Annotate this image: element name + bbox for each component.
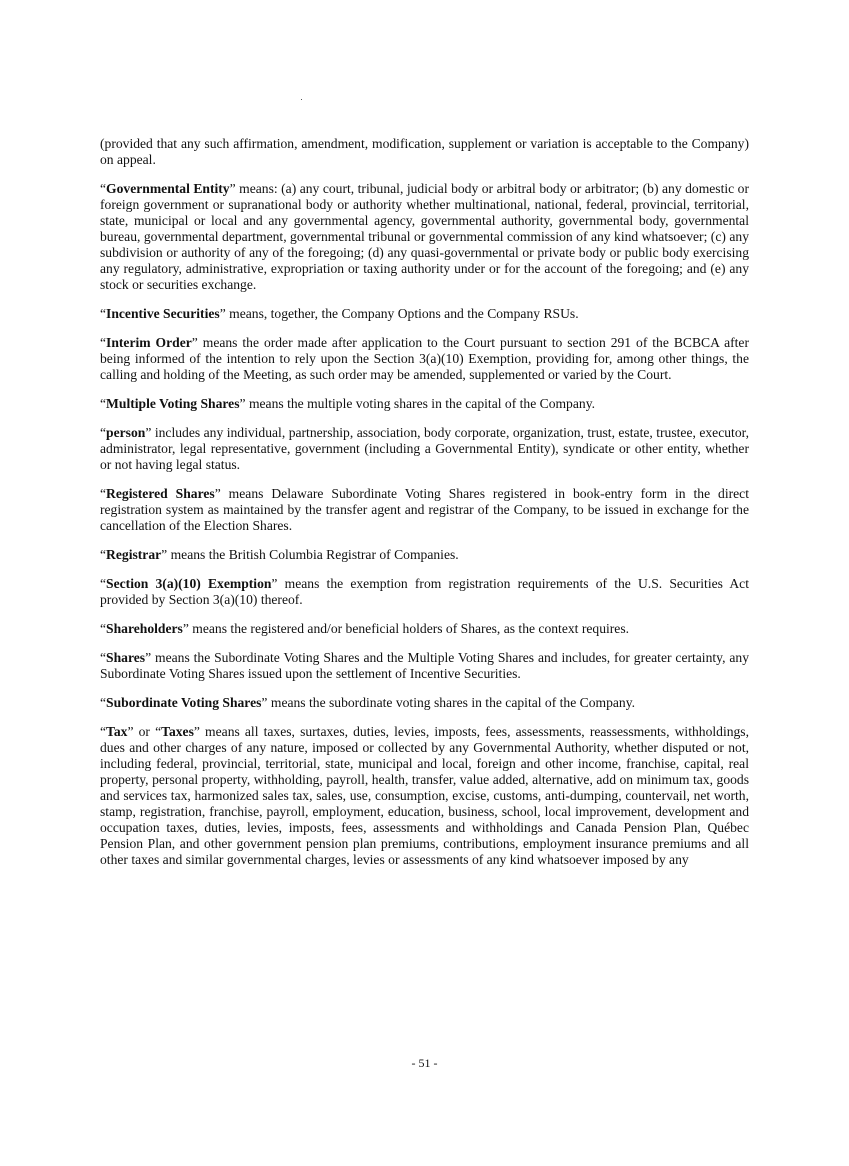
definition-registrar: “Registrar” means the British Columbia Registrar of Companies. <box>100 547 459 562</box>
definition-incentive-securities: “Incentive Securities” means, together, the Company Options and the Company RSUs. <box>100 306 579 321</box>
definition-text: includes any individual, partnership, association, body corporate, organization, trust, estate, trustee, executor, administrator, legal representative, government (including a Governmental Entity), syndicate or other entity, whether or not having legal status. <box>100 425 749 472</box>
defined-term: Registered Shares <box>106 486 215 501</box>
defined-term: Multiple Voting Shares <box>106 396 240 411</box>
definition-shares: “Shares” means the Subordinate Voting Shares and the Multiple Voting Shares and includes, for greater certainty, any Subordinate Voting Shares issued upon the settlement of Incentive Securities. <box>100 650 749 681</box>
defined-term: Tax <box>106 724 128 739</box>
paragraph-text: (provided that any such affirmation, amendment, modification, supplement or variation is acceptable to the Company) on appeal. <box>100 136 749 167</box>
document-body <box>100 136 749 881</box>
defined-term: Registrar <box>106 547 162 562</box>
defined-term: person <box>106 425 146 440</box>
paragraph-continuation <box>100 136 749 168</box>
definition-tax: “Tax” or “Taxes” means all taxes, surtaxes, duties, levies, imposts, fees, assessments, reassessments, withholdings, dues and other charges of any nature, imposed or collected by any Governmental Authority, whether disputed or not, including federal, provincial, territorial, state, municipal and local, foreign and other income, franchise, capital, real property, personal property, withholding, payroll, health, transfer, value added, alternative, add on minimum tax, goods and services tax, harmonized sales tax, sales, use, consumption, excise, customs, anti-dumping, countervail, net worth, stamp, registration, franchise, payroll, employment, education, business, school, local improvement, development and occupation taxes, duties, levies, imposts, fees, assessments and withholdings and Canada Pension Plan, Québec Pension Plan, and other government pension plan premiums, contributions, employment insurance premiums and all other taxes and similar governmental charges, levies or assessments of any kind whatsoever imposed by any <box>100 724 749 867</box>
definition-text: means the Subordinate Voting Shares and the Multiple Voting Shares and includes, for greater certainty, any Subordinate Voting Shares issued upon the settlement of Incentive Securities. <box>100 650 749 681</box>
definition-text: means the registered and/or beneficial holders of Shares, as the context requires. <box>188 621 630 636</box>
definition-text: means all taxes, surtaxes, duties, levies, imposts, fees, assessments, reassessments, withholdings, dues and other charges of any nature, imposed or collected by any Governmental Authority, whether disputed or not, including federal, provincial, territorial, state, municipal and local, foreign and other income, franchise, capital, real property, personal property, withholding, payroll, health, transfer, value added, alternative, add on minimum tax, goods and services tax, harmonized sales tax, sales, use, consumption, excise, customs, anti-dumping, countervail, net worth, stamp, registration, franchise, payroll, employment, education, business, school, local improvement, development and occupation taxes, duties, levies, imposts, fees, assessments and withholdings and Canada Pension Plan, Québec Pension Plan, and other government pension plan premiums, contributions, employment insurance premiums and all other taxes and similar governmental charges, levies or assessments of any kind whatsoever imposed by any <box>100 724 749 867</box>
definition-text: means the exemption from registration requirements of the U.S. Securities Act provided by Section 3(a)(10) thereof. <box>100 576 749 607</box>
stray-mark <box>301 99 302 100</box>
definition-interim-order: “Interim Order” means the order made after application to the Court pursuant to section 291 of the BCBCA after being informed of the intention to rely upon the Section 3(a)(10) Exemption, providing for, among other things, the calling and holding of the Meeting, as such order may be amended, supplemented or varied by the Court. <box>100 335 749 382</box>
definition-registered-shares: “Registered Shares” means Delaware Subordinate Voting Shares registered in book-entry form in the direct registration system as maintained by the transfer agent and registrar of the Company, to be issued in exchange for the cancellation of the Election Shares. <box>100 486 749 533</box>
definition-shareholders: “Shareholders” means the registered and/or beneficial holders of Shares, as the context requires. <box>100 621 630 636</box>
defined-term: Governmental Entity <box>106 181 230 196</box>
definition-text: means, together, the Company Options and the Company RSUs. <box>225 306 579 321</box>
definition-text: means the British Columbia Registrar of Companies. <box>167 547 459 562</box>
page-number: - 51 - <box>411 1056 438 1070</box>
definition-governmental-entity: “Governmental Entity” means: (a) any court, tribunal, judicial body or arbitral body or arbitrator; (b) any domestic or foreign government or supranational body or authority whether multinational, national, federal, provincial, territorial, state, municipal or local and any governmental agency, governmental authority, governmental body, governmental bureau, governmental department, governmental tribunal or governmental commission of any kind whatsoever; (c) any subdivision or authority of any of the foregoing; (d) any quasi-governmental or private body or public body exercising any regulatory, administrative, expropriation or taxing authority under or for the account of the foregoing; and (e) any stock or securities exchange. <box>100 181 749 292</box>
definition-section-3a10-exemption: “Section 3(a)(10) Exemption” means the exemption from registration requirements of the U.S. Securities Act provided by Section 3(a)(10) thereof. <box>100 576 749 607</box>
definition-text: means the multiple voting shares in the capital of the Company. <box>245 396 596 411</box>
defined-term: Shares <box>106 650 146 665</box>
defined-term: Interim Order <box>106 335 192 350</box>
definition-text: means the order made after application to the Court pursuant to section 291 of the BCBCA after being informed of the intention to rely upon the Section 3(a)(10) Exemption, providing for, among other things, the calling and holding of the Meeting, as such order may be amended, supplemented or varied by the Court. <box>100 335 749 382</box>
defined-term: Incentive Securities <box>106 306 220 321</box>
definition-text: means the subordinate voting shares in the capital of the Company. <box>267 695 636 710</box>
definition-text: means Delaware Subordinate Voting Shares registered in book-entry form in the direct registration system as maintained by the transfer agent and registrar of the Company, to be issued in exchange for the cancellation of the Election Shares. <box>100 486 749 533</box>
defined-term: Subordinate Voting Shares <box>106 695 262 710</box>
defined-term: Shareholders <box>106 621 183 636</box>
defined-term: Section 3(a)(10) Exemption <box>106 576 272 591</box>
definition-subordinate-voting-shares: “Subordinate Voting Shares” means the subordinate voting shares in the capital of the Company. <box>100 695 636 710</box>
definition-person: “person” includes any individual, partnership, association, body corporate, organization, trust, estate, trustee, executor, administrator, legal representative, government (including a Governmental Entity), syndicate or other entity, whether or not having legal status. <box>100 425 749 472</box>
definition-multiple-voting-shares: “Multiple Voting Shares” means the multiple voting shares in the capital of the Company. <box>100 396 596 411</box>
defined-term-alt: Taxes <box>161 724 194 739</box>
definition-text: means: (a) any court, tribunal, judicial body or arbitral body or arbitrator; (b) any domestic or foreign government or supranational body or authority whether multinational, national, federal, provincial, territorial, state, municipal or local and any governmental agency, governmental authority, governmental body, governmental bureau, governmental department, governmental tribunal or governmental commission of any kind whatsoever; (c) any subdivision or authority of any of the foregoing; (d) any quasi-governmental or private body or public body exercising any regulatory, administrative, expropriation or taxing authority under or for the account of the foregoing; and (e) any stock or securities exchange. <box>100 181 749 292</box>
